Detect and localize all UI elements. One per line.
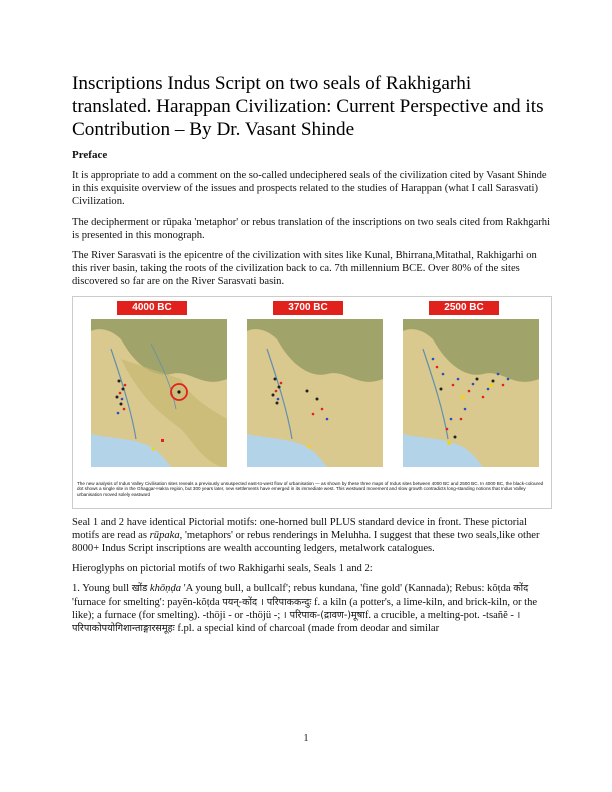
preface-heading: Preface xyxy=(72,149,108,161)
paragraph-3: The River Sarasvati is the epicentre of the civilization with sites like Kunal, Bhirrana,Mitathal, Rakhigarhi on this river basin, taking the roots of the civilization back to ca. 7th millennium BCE. Over 80% of the sites discovered so far are on the River Sarasvati basin. xyxy=(72,250,537,288)
map-2500bc xyxy=(403,319,539,467)
document-title: Inscriptions Indus Script on two seals of Rakhigarhi translated. Harappan Civilization: Current Perspective and its Contribution – By Dr. Vasant Shinde xyxy=(72,73,544,140)
page-number: 1 xyxy=(303,733,309,744)
panel-label: 2500 BC xyxy=(429,301,499,315)
map-panel-2500bc xyxy=(389,299,544,477)
map-3700bc xyxy=(247,319,383,467)
paragraph-5: Hieroglyphs on pictorial motifs of two Rakhigarhi seals, Seals 1 and 2: xyxy=(72,563,373,575)
figure-caption: The new analysis of Indus Valley Civilisation sites reveals a previously unsuspected east-to-west flow of urbanisation — as shown by these three maps of Indus sites between 4000 BC and 2500 BC. In 4000 BC, the black-coloured dot shows a single site in the Ghaggar-Hakra region, but 300 years later, new settlements have emerged in its immediate west. This westward movement and slow growth contradicts long-standing notions that Indus Valley urbanisation moved solely eastward xyxy=(77,480,544,497)
map-4000bc xyxy=(91,319,227,467)
maps-figure xyxy=(72,296,552,509)
paragraph-2: The decipherment or rūpaka 'metaphor' or rebus translation of the inscriptions on two seals cited from Rakhgarhi is presented in this monograph. xyxy=(72,216,551,241)
paragraph-4: Seal 1 and 2 have identical Pictorial motifs: one-horned bull PLUS standard device in front. These pictorial motifs are read as rūpaka, 'metaphors' or rebus renderings in Meluhha. I suggest that these two seals,like other 8000+ Indus Script inscriptions are wealth accounting ledgers, metalwork catalogues. xyxy=(72,516,540,555)
paragraph-6: 1. Young bull खोंड khōṇḍa 'A young bull, a bullcalf'; rebus kundana, 'fine gold' (Kannada); Rebus: kŏṭda कोंद 'furnace for smelting': payẽn-kŏṭda पयन्-कोंद । परिपाककन्दुः f. a kiln (a potter's, a lime-kiln, and brick-kiln, or the like); a furnace (for smelting). -thöji - or -thöjü -; । परिपाक-(द्रावण-)मूषाf. a crucible, a melting-pot. -tsañĕ - । परिपाकोपयोगिशान्ताङ्गारसमूहः f.pl. a special kind of charcoal (made from deodar and similar xyxy=(72,583,538,635)
paragraph-1: It is appropriate to add a comment on the so-called undeciphered seals of the civilization cited by Vasant Shinde in this exquisite overview of the issues and prospects related to the studies of Harappan (what I call Sarasvati) Civilization. xyxy=(72,170,547,208)
document-page xyxy=(72,72,552,642)
map-panel-4000bc xyxy=(77,299,232,477)
map-panel-3700bc xyxy=(233,299,388,477)
panel-label: 4000 BC xyxy=(117,301,187,315)
panel-label: 3700 BC xyxy=(273,301,343,315)
